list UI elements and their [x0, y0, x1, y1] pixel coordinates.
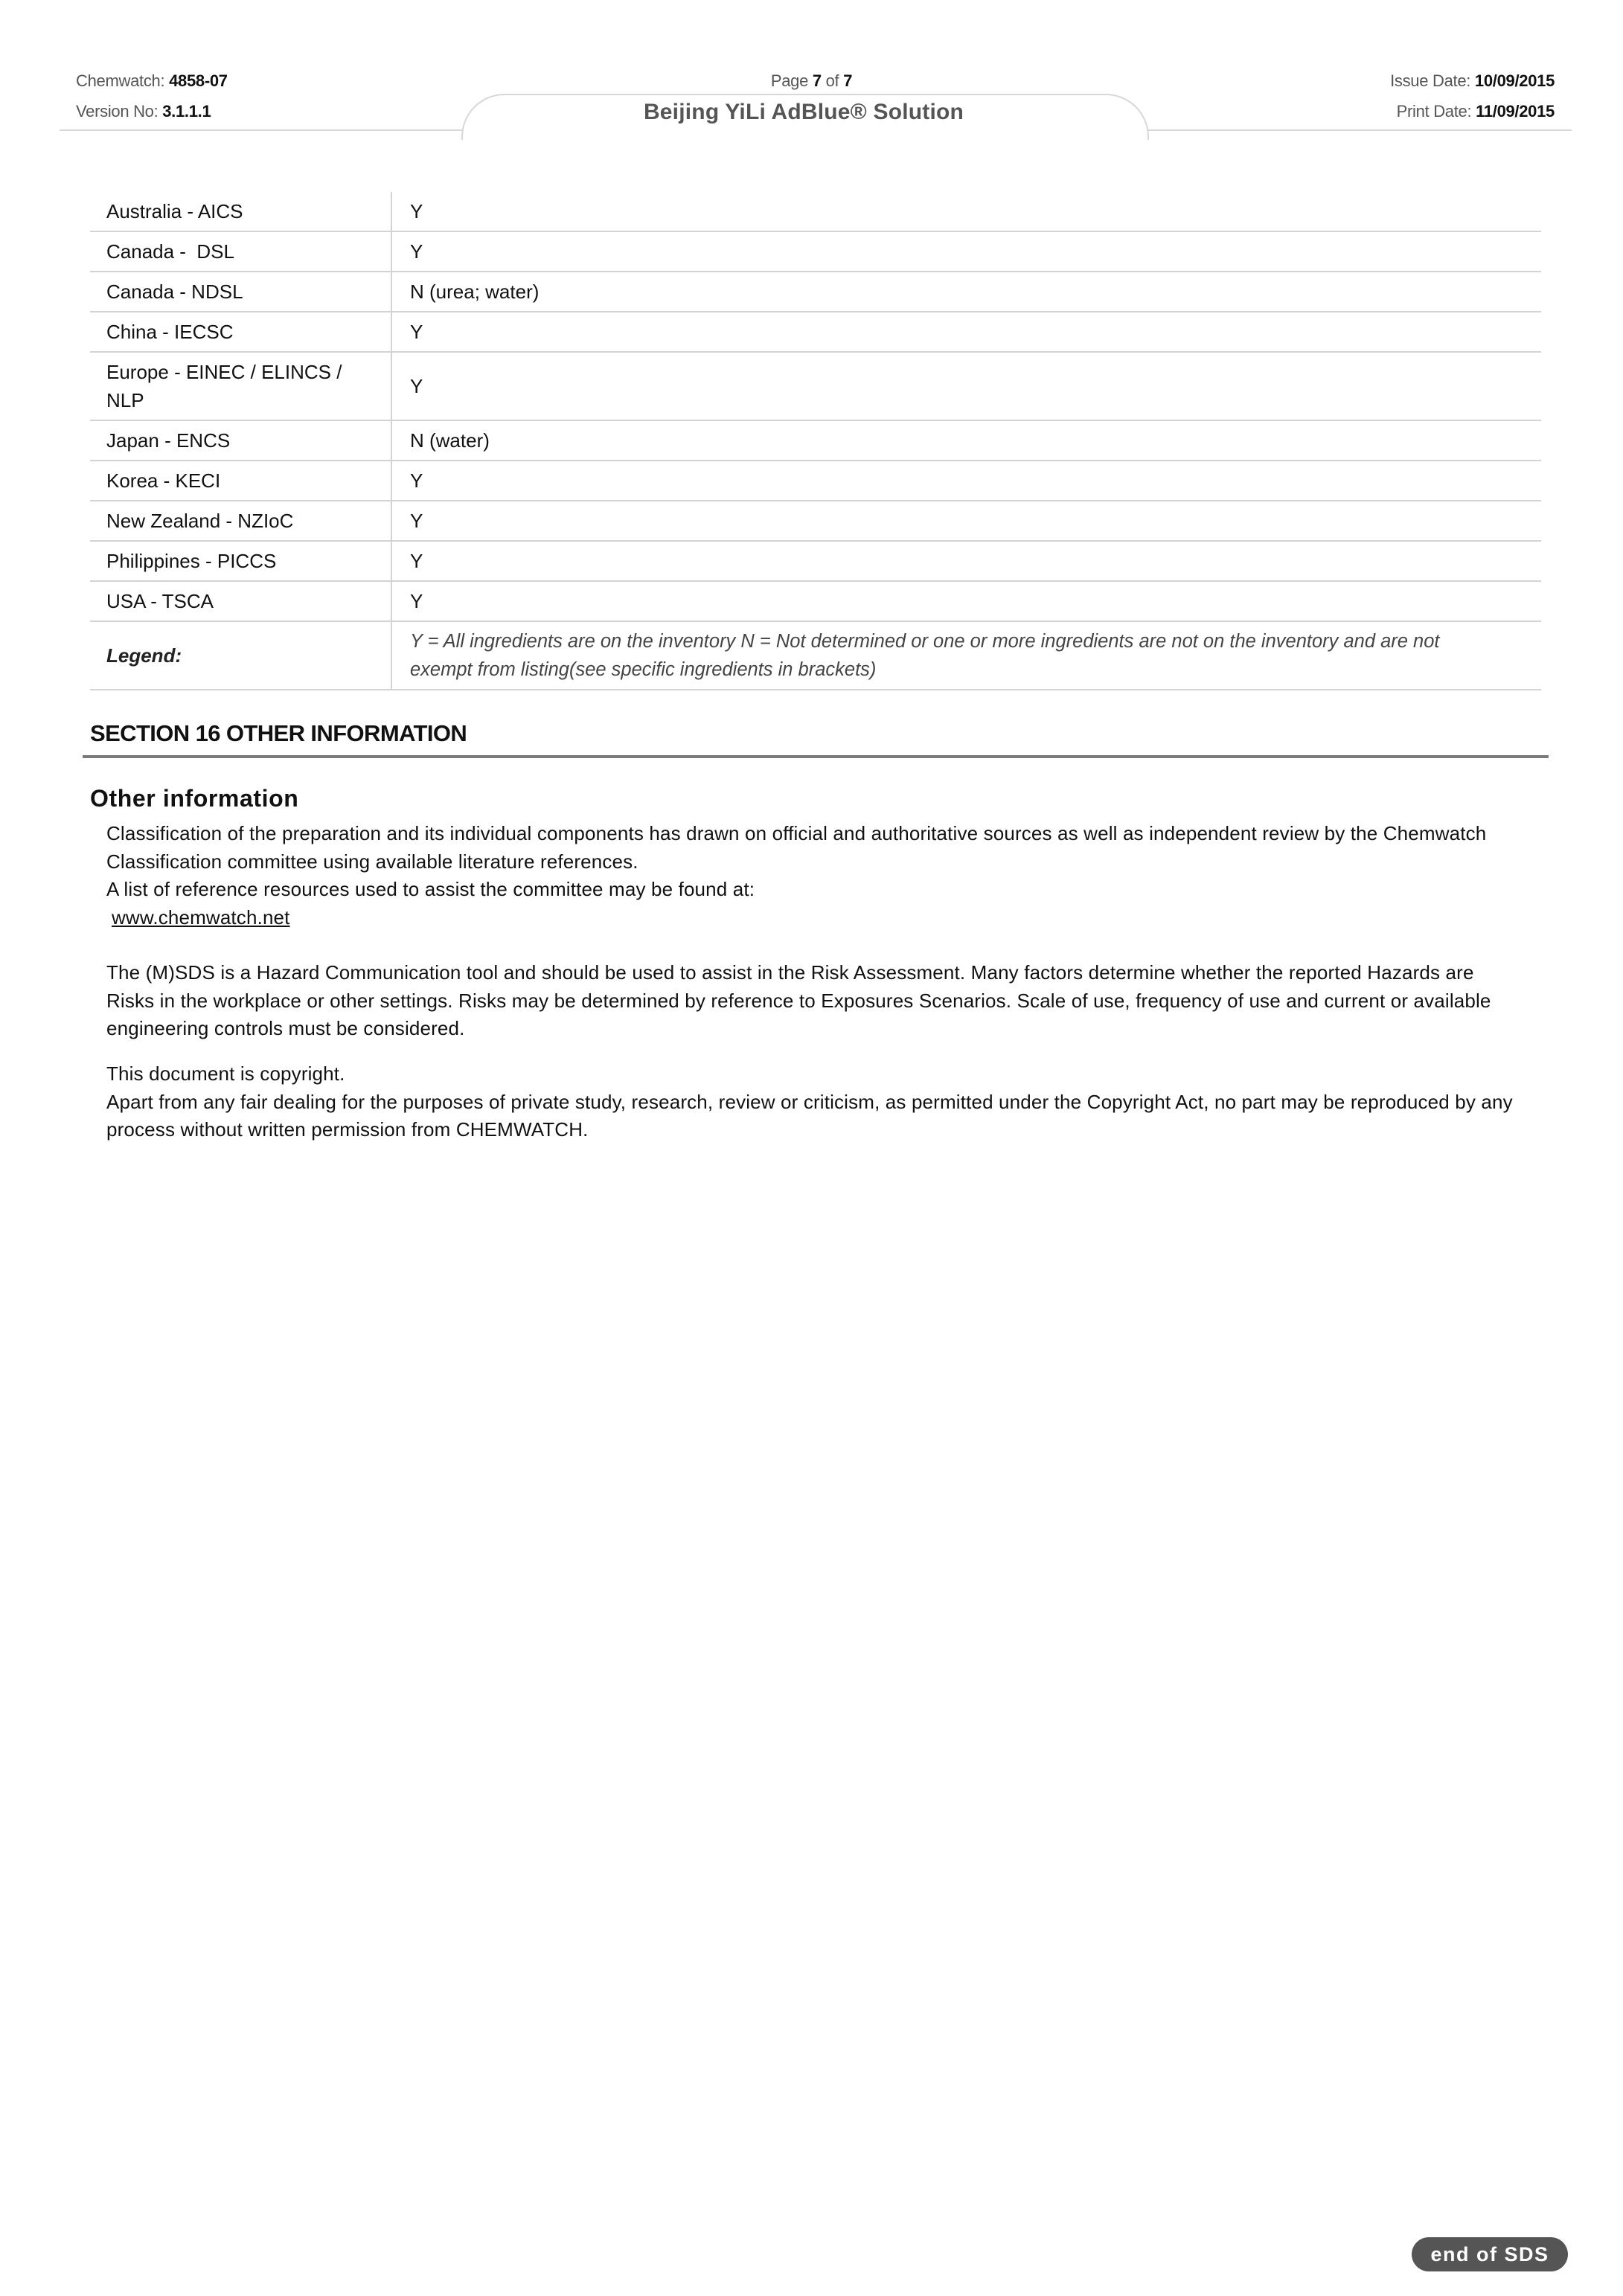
classification-text: Classification of the preparation and its individual components has drawn on official and authoritative sources as well as independent review by the Chemwatch Classification committee using available literature references.	[106, 822, 1487, 873]
copyright-paragraph	[106, 1060, 1520, 1144]
chemwatch-id: Chemwatch: 4858-07	[76, 71, 228, 90]
status-cell: N (water)	[391, 420, 1541, 461]
table-row	[90, 231, 1541, 272]
document-title: Beijing YiLi AdBlue® Solution	[643, 100, 964, 124]
status-cell: Y	[391, 461, 1541, 501]
table-row	[90, 461, 1541, 501]
status-cell: Y	[391, 231, 1541, 272]
section-heading: SECTION 16 OTHER INFORMATION	[90, 720, 467, 746]
header-right	[1390, 65, 1555, 126]
table-row	[90, 541, 1541, 581]
region-cell: Europe - EINEC / ELINCS / NLP	[90, 352, 391, 420]
classification-paragraph	[106, 820, 1520, 931]
inventory-status-table	[90, 192, 1541, 690]
region-cell: China - IECSC	[90, 312, 391, 352]
status-cell: Y	[391, 312, 1541, 352]
legend-label: Legend:	[90, 621, 391, 690]
region-cell: USA - TSCA	[90, 581, 391, 621]
header-divider-left	[60, 129, 465, 131]
version-number: Version No: 3.1.1.1	[76, 102, 211, 121]
copyright-detail-text: Apart from any fair dealing for the purposes of private study, research, review or criticism, as permitted under the Copyright Act, no part may be reproduced by any process without written permission from CHEMWATCH.	[106, 1090, 1513, 1141]
region-cell: Japan - ENCS	[90, 420, 391, 461]
table-row	[90, 420, 1541, 461]
region-cell: Philippines - PICCS	[90, 541, 391, 581]
section-divider	[83, 755, 1549, 758]
status-cell: Y	[391, 541, 1541, 581]
region-cell: Australia - AICS	[90, 192, 391, 231]
table-row	[90, 352, 1541, 420]
msds-paragraph: The (M)SDS is a Hazard Communication tool and should be used to assist in the Risk Assessment. Many factors determine whether the reported Hazards are Risks in the workplace or other settings. Risks may be determined by reference to Exposures Scenarios. Scale of use, frequency of use and current or available engineering controls must be considered.	[106, 961, 1491, 1039]
status-cell: Y	[391, 501, 1541, 541]
table-row	[90, 192, 1541, 231]
status-cell: Y	[391, 352, 1541, 420]
subsection-heading: Other information	[90, 785, 299, 812]
region-cell: Canada - DSL	[90, 231, 391, 272]
status-cell: Y	[391, 192, 1541, 231]
legend-text: Y = All ingredients are on the inventory N = Not determined or one or more ingredients are not on the inventory and are not exempt from listing(see specific ingredients in brackets)	[391, 621, 1541, 690]
header-divider-right	[1146, 129, 1572, 131]
region-cell: Canada - NDSL	[90, 272, 391, 312]
chemwatch-link[interactable]: www.chemwatch.net	[112, 905, 290, 929]
region-cell: Korea - KECI	[90, 461, 391, 501]
end-of-sds-badge: end of SDS	[1412, 2237, 1568, 2271]
table-row	[90, 312, 1541, 352]
print-date: Print Date: 11/09/2015	[1396, 102, 1555, 121]
copyright-text: This document is copyright.	[106, 1062, 345, 1085]
region-cell: New Zealand - NZIoC	[90, 501, 391, 541]
legend-row	[90, 621, 1541, 690]
status-cell: Y	[391, 581, 1541, 621]
table-row	[90, 272, 1541, 312]
status-cell: N (urea; water)	[391, 272, 1541, 312]
page-counter: Page 7 of 7	[770, 71, 853, 90]
table-row	[90, 581, 1541, 621]
table-row	[90, 501, 1541, 541]
issue-date: Issue Date: 10/09/2015	[1390, 71, 1555, 90]
reference-intro-text: A list of reference resources used to assist the committee may be found at:	[106, 878, 755, 900]
